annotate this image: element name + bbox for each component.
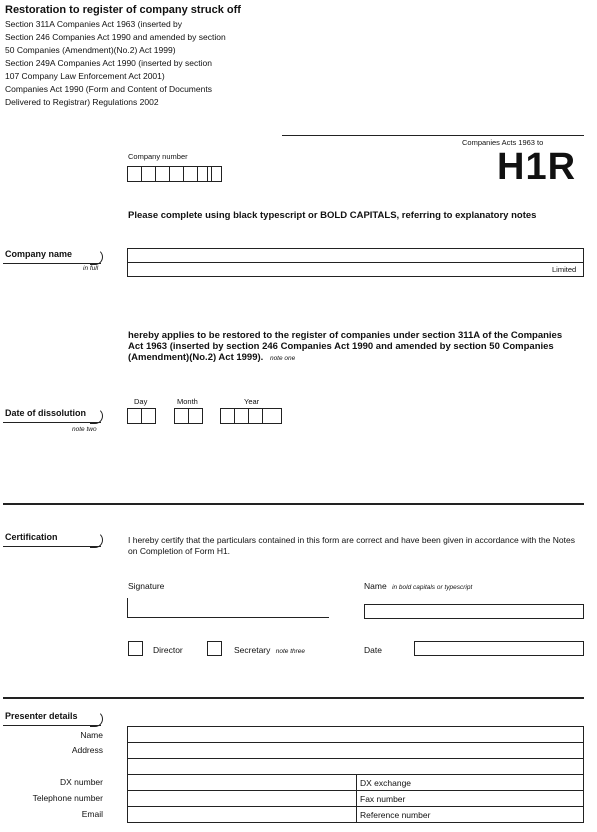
telephone-field[interactable] [127, 790, 357, 807]
presenter-tab [3, 711, 101, 726]
director-label: Director [153, 645, 183, 655]
company-name-tab-label: Company name [5, 249, 73, 259]
name-label [364, 581, 472, 591]
form-title: Restoration to register of company struck off [5, 4, 241, 16]
year-label: Year [244, 397, 260, 406]
day-cell[interactable] [141, 408, 156, 424]
company-name-tab [3, 249, 101, 264]
year-cell[interactable] [248, 408, 263, 424]
year-cell[interactable] [262, 408, 282, 424]
dissolution-tab [3, 408, 101, 423]
year-cell[interactable] [234, 408, 249, 424]
company-number-cell[interactable] [141, 166, 156, 182]
date-field[interactable] [414, 641, 584, 656]
application-note: note one [269, 355, 296, 362]
reference-line: Section 311A Companies Act 1963 (inserted by [5, 19, 183, 29]
month-cell[interactable] [188, 408, 203, 424]
secretary-label-text: Secretary [234, 645, 271, 655]
day-cell[interactable] [127, 408, 142, 424]
certification-tab-label: Certification [5, 532, 58, 542]
secretary-label [234, 645, 305, 655]
name-label-text: Name [364, 581, 387, 591]
company-name-field-line2[interactable] [127, 262, 584, 277]
dx-exchange-field[interactable] [356, 774, 584, 791]
reference-line: Section 249A Companies Act 1990 (inserted by section [5, 58, 212, 68]
reference-line: Section 246 Companies Act 1990 and amended by section [5, 32, 226, 42]
fax-field[interactable] [356, 790, 584, 807]
application-text [128, 330, 568, 364]
telephone-label: Telephone number [32, 793, 103, 803]
company-name-field-line1[interactable] [127, 248, 584, 263]
certification-tab [3, 532, 101, 547]
company-name-sublabel: in full [83, 265, 99, 272]
reference-field[interactable] [356, 806, 584, 823]
company-number-cell[interactable] [169, 166, 184, 182]
company-number-cell[interactable] [127, 166, 142, 182]
section-rule [3, 697, 584, 699]
dissolution-tab-label: Date of dissolution [5, 408, 86, 418]
application-body: hereby applies to be restored to the register of companies under section 311A of the Companies Act 1963 (inserted by section 246 Companies Act 1990 and amended by section 50 Companies (Amendment)(No.2) Act 1999). [128, 330, 563, 363]
form-code: H1R [497, 146, 577, 188]
dx-number-field[interactable] [127, 774, 357, 791]
month-cell[interactable] [174, 408, 189, 424]
director-checkbox[interactable] [128, 641, 143, 656]
secretary-checkbox[interactable] [207, 641, 222, 656]
reference-line: Companies Act 1990 (Form and Content of Documents [5, 84, 212, 94]
reference-line: Delivered to Registrar) Regulations 2002 [5, 97, 159, 107]
reference-line: 50 Companies (Amendment)(No.2) Act 1999) [5, 45, 176, 55]
presenter-name-field[interactable] [127, 726, 584, 743]
dx-number-label: DX number [60, 777, 103, 787]
name-field[interactable] [364, 604, 584, 619]
header-rule [282, 135, 584, 136]
limited-suffix: Limited [552, 265, 577, 274]
dx-exchange-label: DX exchange [360, 778, 412, 788]
presenter-address-label: Address [71, 745, 103, 755]
email-label: Email [81, 809, 103, 819]
presenter-name-label: Name [80, 730, 103, 740]
reference-line: 107 Company Law Enforcement Act 2001) [5, 71, 165, 81]
presenter-tab-label: Presenter details [5, 711, 78, 721]
presenter-address-field-line2[interactable] [127, 758, 584, 775]
fax-label: Fax number [360, 794, 406, 804]
secretary-note: note three [275, 648, 306, 655]
presenter-address-field-line1[interactable] [127, 742, 584, 759]
certification-text: I hereby certify that the particulars contained in this form are correct and have been given in accordance with the Notes on Completion of Form H1. [128, 535, 575, 556]
day-label: Day [134, 397, 148, 406]
month-label: Month [177, 397, 198, 406]
section-rule [3, 503, 584, 505]
signature-field[interactable] [127, 598, 329, 618]
instructions: Please complete using black typescript or BOLD CAPITALS, referring to explanatory notes [128, 210, 537, 221]
acts-label: Companies Acts 1963 to [462, 138, 544, 147]
dissolution-sublabel: note two [72, 426, 97, 433]
company-number-label: Company number [128, 152, 188, 161]
reference-label: Reference number [360, 810, 431, 820]
company-number-cell[interactable] [207, 166, 222, 182]
company-number-cell[interactable] [155, 166, 170, 182]
signature-label: Signature [128, 581, 165, 591]
name-note: in bold capitals or typescript [392, 584, 473, 591]
year-cell[interactable] [220, 408, 235, 424]
email-field[interactable] [127, 806, 357, 823]
date-label: Date [364, 645, 382, 655]
company-number-cell[interactable] [183, 166, 198, 182]
